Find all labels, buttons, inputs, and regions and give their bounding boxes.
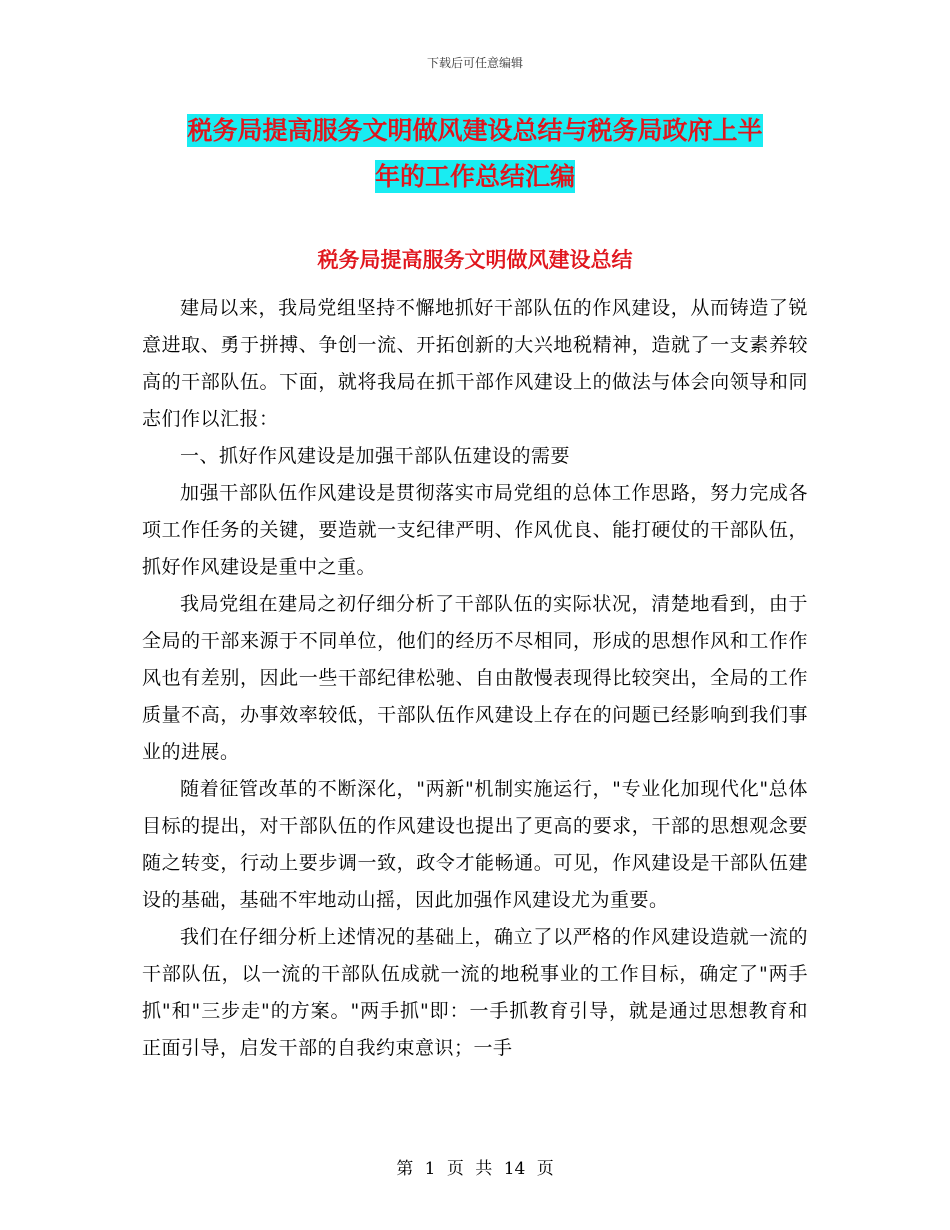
paragraph: 随着征管改革的不断深化，"两新"机制实施运行，"专业化加现代化"总体目标的提出，对干部队伍的作风建设也提出了更高的要求，干部的思想观念要随之转变，行动上要步调一致，政令才能畅通。可见，作风建设是干部队伍建设的基础，基础不牢地动山摇，因此加强作风建设尤为重要。 [142, 778, 808, 911]
paragraph: 一、抓好作风建设是加强干部队伍建设的需要 [180, 445, 571, 467]
document-title [142, 108, 808, 200]
page-number-footer: 第 1 页 共 14 页 [396, 1159, 554, 1179]
header-note: 下载后可任意编辑 [426, 56, 523, 70]
paragraph: 建局以来，我局党组坚持不懈地抓好干部队伍的作风建设，从而铸造了锐意进取、勇于拼搏、争创一流、开拓创新的大兴地税精神，造就了一支素养较高的干部队伍。下面，就将我局在抓干部作风建设上的做法与体会向领导和同志们作以汇报： [142, 297, 808, 430]
section-title: 税务局提高服务文明做风建设总结 [317, 248, 633, 272]
body-text [142, 290, 808, 1067]
document-title-line-1: 税务局提高服务文明做风建设总结与税务局政府上半 [187, 116, 763, 145]
paragraph: 我局党组在建局之初仔细分析了干部队伍的实际状况，清楚地看到，由于全局的干部来源于不同单位，他们的经历不尽相同，形成的思想作风和工作作风也有差别，因此一些干部纪律松驰、自由散慢表现得比较突出，全局的工作质量不高，办事效率较低，干部队伍作风建设上存在的问题已经影响到我们事业的进展。 [142, 593, 808, 763]
paragraph: 我们在仔细分析上述情况的基础上，确立了以严格的作风建设造就一流的干部队伍，以一流的干部队伍成就一流的地税事业的工作目标，确定了"两手抓"和"三步走"的方案。"两手抓"即：一手抓教育引导，就是通过思想教育和正面引导，启发干部的自我约束意识；一手 [142, 926, 808, 1059]
paragraph: 加强干部队伍作风建设是贯彻落实市局党组的总体工作思路，努力完成各项工作任务的关键，要造就一支纪律严明、作风优良、能打硬仗的干部队伍，抓好作风建设是重中之重。 [142, 482, 808, 578]
document-title-line-2: 年的工作总结汇编 [374, 162, 575, 191]
